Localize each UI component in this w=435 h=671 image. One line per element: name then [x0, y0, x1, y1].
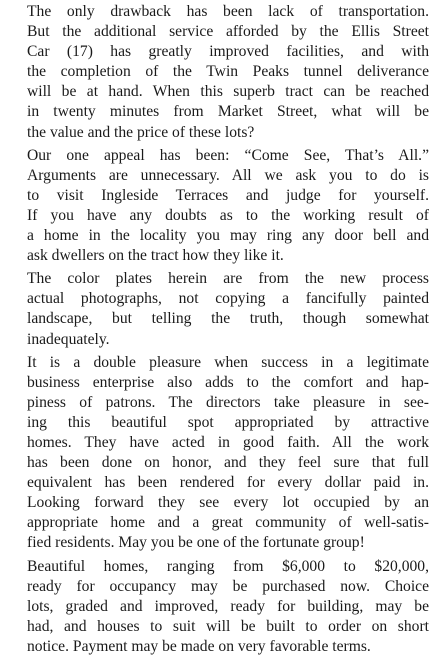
- text-line: notice. Payment may be made on very favorable terms.: [27, 637, 371, 655]
- text-line: Arguments are unnecessary. All we ask you to do is: [27, 166, 429, 184]
- text-line: had, and houses to suit will be built to order on short: [27, 617, 429, 635]
- text-line: appropriate home and a great community of well-satis-: [27, 514, 429, 532]
- text-line: Our one appeal has been: “Come See, That’s All.”: [27, 146, 429, 164]
- paragraph-appeal: [7, 146, 429, 267]
- text-line: fied residents. May you be one of the fortunate group!: [27, 534, 365, 552]
- text-line: business enterprise also adds to the comfort and hap-: [27, 373, 429, 391]
- text-line: It is a double pleasure when success in a legitimate: [27, 353, 429, 371]
- text-line: a home in the locality you may ring any door bell and: [27, 227, 429, 245]
- text-line: equivalent has been rendered for every dollar paid in.: [27, 474, 429, 492]
- text-line: has been done on honor, and they feel sure that full: [27, 454, 429, 472]
- text-line: Looking forward they see every lot occupied by an: [27, 494, 429, 512]
- text-line: piness of patrons. The directors take pleasure in see-: [27, 393, 429, 411]
- text-line: ready for occupancy may be purchased now. Choice: [27, 577, 429, 595]
- text-line: lots, graded and improved, ready for building, may be: [27, 597, 429, 615]
- text-line: Car (17) has greatly improved facilities, and with: [27, 43, 429, 61]
- text-line: ing this beautiful spot appropriated by attractive: [27, 413, 429, 431]
- paragraph-transportation: [7, 2, 429, 143]
- text-line: But the additional service afforded by the Ellis Street: [27, 23, 429, 41]
- text-line: The color plates herein are from the new process: [27, 270, 429, 288]
- text-line: the value and the price of these lots?: [27, 123, 255, 141]
- paragraph-beautiful-homes: [7, 557, 429, 657]
- text-line: the completion of the Twin Peaks tunnel deliverance: [27, 63, 429, 81]
- text-line: Beautiful homes, ranging from $6,000 to $20,000,: [27, 557, 429, 575]
- paragraph-color-plates: [7, 269, 429, 349]
- text-line: in twenty minutes from Market Street, what will be: [27, 103, 429, 121]
- text-line: If you have any doubts as to the working result of: [27, 206, 429, 224]
- text-line: inadequately.: [27, 330, 110, 348]
- paragraph-double-pleasure: [7, 353, 429, 554]
- text-line: homes. They have acted in good faith. All the work: [27, 433, 429, 451]
- text-line: landscape, but telling the truth, though somewhat: [27, 310, 429, 328]
- text-line: The only drawback has been lack of transportation.: [27, 3, 429, 20]
- text-line: ask dwellers on the tract how they like it.: [27, 247, 284, 265]
- text-line: to visit Ingleside Terraces and judge for yourself.: [27, 186, 429, 204]
- text-line: actual photographs, not copying a fancifully painted: [27, 290, 429, 308]
- text-line: will be at hand. When this superb tract can be reached: [27, 83, 429, 101]
